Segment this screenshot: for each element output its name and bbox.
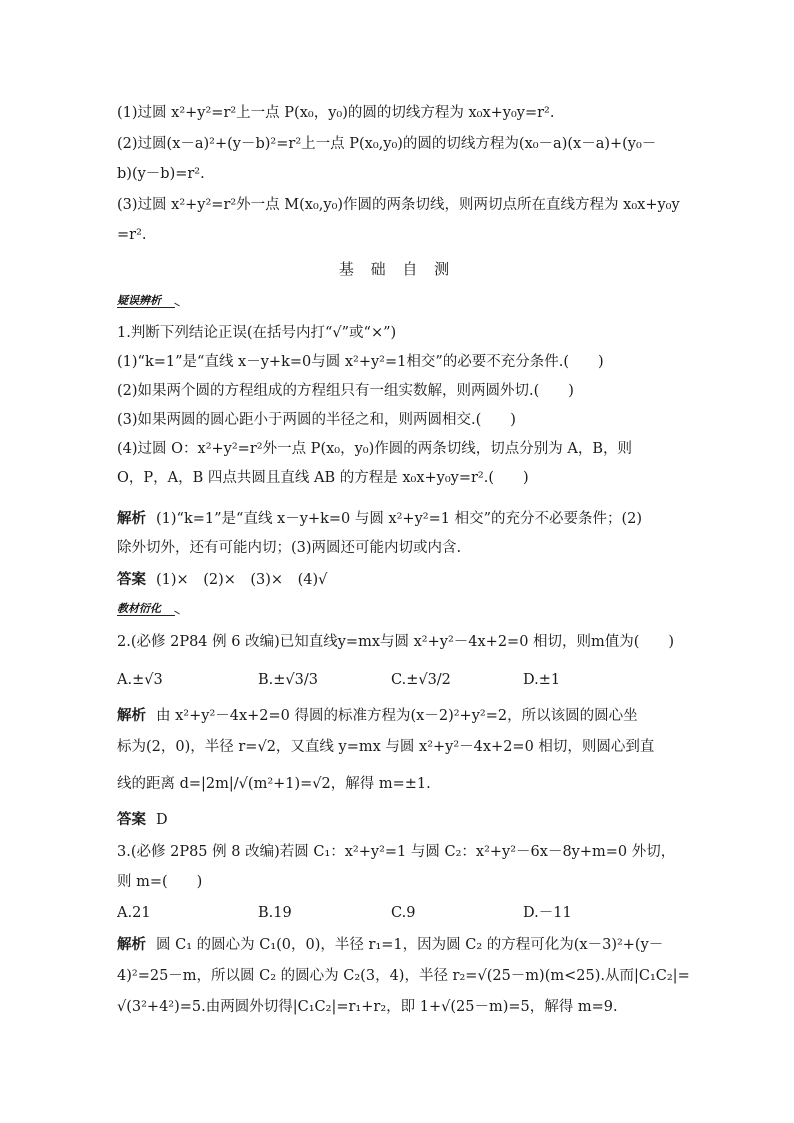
option-c[interactable]	[391, 658, 451, 702]
statement: O，P，A，B 四点共圆且直线 AB 的方程是 x₀x+y₀y=r².( )	[117, 470, 529, 486]
analysis-line: 除外切外，还有可能内切；(3)两圆还可能内切或内含.	[117, 540, 462, 556]
option-value: ±1	[538, 672, 561, 688]
text-line: =r².	[117, 227, 147, 243]
option-letter: D.	[523, 905, 539, 921]
question-2-options	[117, 658, 717, 702]
intro-paragraph-2	[117, 134, 656, 184]
analysis-text: 由 x²+y²－4x+2=0 得圆的标准方程为(x－2)²+y²=2，所以该圆的圆心坐	[156, 708, 638, 724]
answer-text: D	[156, 812, 168, 828]
answer-label: 答案	[117, 572, 146, 588]
statement: (1)“k=1”是“直线 x－y+k=0与圆 x²+y²=1相交”的必要不充分条件.( )	[117, 354, 604, 370]
analysis-line	[117, 935, 690, 955]
tag-underline	[117, 307, 175, 308]
statement: (4)过圆 O：x²+y²=r²外一点 P(x₀，y₀)作圆的两条切线，切点分别为 A，B，则	[117, 441, 632, 457]
answer-text: (1)× (2)× (3)× (4)√	[156, 572, 328, 588]
analysis-label: 解析	[117, 937, 146, 953]
analysis-line	[117, 509, 642, 529]
tag-label-textbook: 教材衍化	[117, 602, 161, 615]
option-value: －11	[538, 905, 572, 921]
analysis-line: 标为(2，0)，半径 r=√2，又直线 y=mx 与圆 x²+y²－4x+2=0 相切，则圆心到直	[117, 739, 655, 755]
analysis-line: 4)²=25－m，所以圆 C₂ 的圆心为 C₂(3，4)，半径 r₂=√(25－m)(m<25).从而|C₁C₂|=	[117, 968, 690, 984]
question-stem: 3.(必修 2P85 例 8 改编)若圆 C₁：x²+y²=1 与圆 C₂：x²+y²－6x－8y+m=0 外切，	[117, 844, 676, 860]
tag-underline	[117, 615, 175, 616]
q1-analysis	[117, 509, 642, 558]
analysis-text: (1)“k=1”是“直线 x－y+k=0 与圆 x²+y²=1 相交”的充分不必要条件；(2)	[156, 511, 643, 527]
question-1	[117, 323, 632, 488]
question-2-stem: 2.(必修 2P84 例 6 改编)已知直线y=mx与圆 x²+y²－4x+2=0 相切，则m值为( )	[117, 634, 675, 650]
option-letter: C.	[391, 672, 407, 688]
text-line: (3)过圆 x²+y²=r²外一点 M(x₀,y₀)作圆的两条切线，则两切点所在直线方程为 x₀x+y₀y	[117, 197, 680, 213]
option-letter: B.	[258, 672, 274, 688]
q1-answer	[117, 570, 327, 590]
option-value: ±√3/3	[273, 672, 318, 688]
option-value: 9	[406, 905, 416, 921]
analysis-label: 解析	[117, 708, 146, 724]
option-letter: A.	[117, 672, 133, 688]
statement: (2)如果两个圆的方程组成的方程组只有一组实数解，则两圆外切.( )	[117, 383, 574, 399]
option-letter: A.	[117, 905, 133, 921]
q2-analysis	[117, 706, 654, 794]
statement: (3)如果两圆的圆心距小于两圆的半径之和，则两圆相交.( )	[117, 412, 516, 428]
option-value: ±√3/2	[406, 672, 451, 688]
answer-label: 答案	[117, 812, 146, 828]
analysis-line: 线的距离 d=|2m|/√(m²+1)=√2，解得 m=±1.	[117, 776, 431, 792]
text-line: b)(y－b)=r².	[117, 166, 205, 182]
option-letter: C.	[391, 905, 407, 921]
option-a[interactable]	[117, 658, 163, 702]
option-letter: B.	[258, 905, 274, 921]
analysis-line	[117, 706, 654, 726]
q3-analysis	[117, 935, 690, 1017]
analysis-line: √(3²+4²)=5.由两圆外切得|C₁C₂|=r₁+r₂，即 1+√(25－m)=5，解得 m=9.	[117, 999, 618, 1015]
q2-answer	[117, 810, 168, 830]
option-d[interactable]	[523, 658, 560, 702]
option-value: 19	[273, 905, 292, 921]
text-line: (1)过圆 x²+y²=r²上一点 P(x₀，y₀)的圆的切线方程为 x₀x+y₀y=r².	[117, 105, 555, 121]
option-letter: D.	[523, 672, 539, 688]
text-line: (2)过圆(x－a)²+(y－b)²=r²上一点 P(x₀,y₀)的圆的切线方程为(x₀－a)(x－a)+(y₀－	[117, 136, 657, 152]
option-value: 21	[132, 905, 151, 921]
intro-paragraph-3	[117, 195, 680, 245]
analysis-text: 圆 C₁ 的圆心为 C₁(0，0)，半径 r₁=1，因为圆 C₂ 的方程可化为(x－3)²+(y－	[156, 937, 664, 953]
tag-slash	[174, 303, 180, 307]
option-value: ±√3	[132, 672, 163, 688]
question-3	[117, 842, 675, 892]
question-stem: 1.判断下列结论正误(在括号内打“√”或“×”)	[117, 325, 397, 341]
tag-slash	[174, 611, 180, 615]
option-b[interactable]	[258, 658, 318, 702]
question-3-options	[117, 891, 717, 935]
tag-label-error-analysis: 疑误辨析	[117, 294, 161, 307]
analysis-label: 解析	[117, 511, 146, 527]
question-stem: 则 m=( )	[117, 874, 203, 890]
intro-paragraph-1	[117, 103, 554, 123]
section-title: 基 础 自 测	[338, 260, 456, 278]
